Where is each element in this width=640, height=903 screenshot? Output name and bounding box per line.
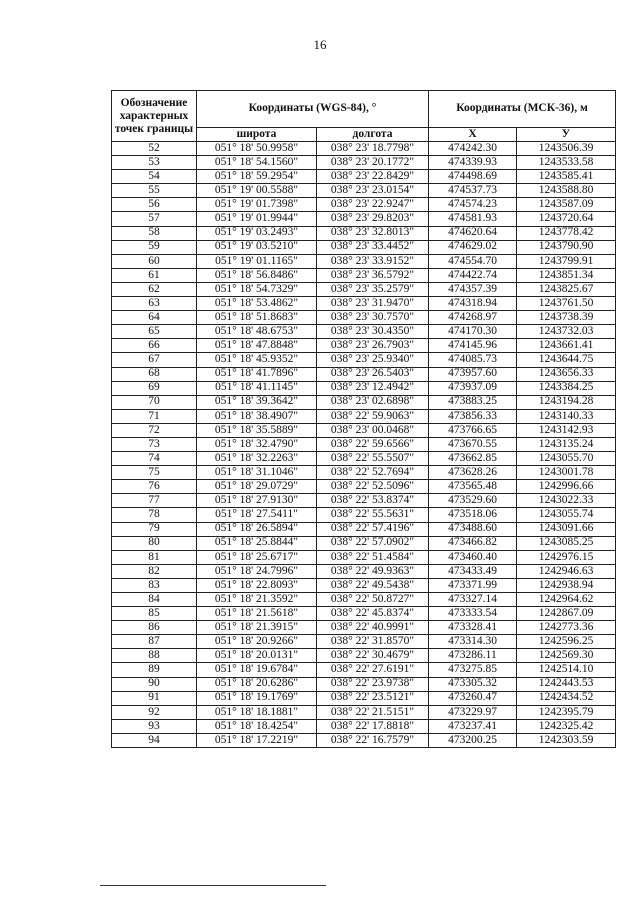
- cell-x-coord: 474318.94: [429, 297, 517, 311]
- table-row: [112, 381, 616, 395]
- cell-y-coord: 1242303.59: [517, 733, 616, 747]
- cell-longitude: 038° 22' 45.8374": [317, 607, 429, 621]
- table-row: [112, 254, 616, 268]
- cell-latitude: 051° 19' 01.9944": [197, 212, 317, 226]
- cell-latitude: 051° 18' 47.8848": [197, 339, 317, 353]
- cell-point-id: 83: [112, 578, 197, 592]
- cell-latitude: 051° 18' 25.6717": [197, 550, 317, 564]
- cell-point-id: 56: [112, 198, 197, 212]
- cell-latitude: 051° 18' 17.2219": [197, 733, 317, 747]
- cell-longitude: 038° 23' 00.0468": [317, 423, 429, 437]
- cell-point-id: 67: [112, 353, 197, 367]
- table-row: [112, 240, 616, 254]
- cell-y-coord: 1243587.09: [517, 198, 616, 212]
- cell-x-coord: 473883.25: [429, 395, 517, 409]
- cell-point-id: 82: [112, 564, 197, 578]
- cell-point-id: 91: [112, 691, 197, 705]
- cell-x-coord: 473260.47: [429, 691, 517, 705]
- table-row: [112, 607, 616, 621]
- cell-longitude: 038° 22' 55.5631": [317, 508, 429, 522]
- cell-longitude: 038° 22' 55.5507": [317, 452, 429, 466]
- table-row: [112, 282, 616, 296]
- cell-latitude: 051° 18' 18.4254": [197, 719, 317, 733]
- cell-y-coord: 1243135.24: [517, 437, 616, 451]
- cell-longitude: 038° 23' 31.9470": [317, 297, 429, 311]
- cell-longitude: 038° 23' 02.6898": [317, 395, 429, 409]
- cell-longitude: 038° 22' 59.9063": [317, 409, 429, 423]
- cell-longitude: 038° 23' 32.8013": [317, 226, 429, 240]
- cell-point-id: 68: [112, 367, 197, 381]
- cell-latitude: 051° 19' 03.2493": [197, 226, 317, 240]
- cell-latitude: 051° 18' 41.7896": [197, 367, 317, 381]
- cell-x-coord: 474268.97: [429, 311, 517, 325]
- cell-y-coord: 1243661.41: [517, 339, 616, 353]
- cell-longitude: 038° 22' 52.7694": [317, 466, 429, 480]
- page-number: 16: [313, 37, 327, 52]
- cell-y-coord: 1243738.39: [517, 311, 616, 325]
- cell-y-coord: 1243384.25: [517, 381, 616, 395]
- cell-point-id: 72: [112, 423, 197, 437]
- cell-latitude: 051° 18' 27.5411": [197, 508, 317, 522]
- table-row: [112, 409, 616, 423]
- cell-x-coord: 474242.30: [429, 142, 517, 156]
- cell-longitude: 038° 22' 53.8374": [317, 494, 429, 508]
- cell-x-coord: 473957.60: [429, 367, 517, 381]
- cell-longitude: 038° 23' 23.0154": [317, 184, 429, 198]
- cell-x-coord: 473937.09: [429, 381, 517, 395]
- cell-latitude: 051° 18' 22.8093": [197, 578, 317, 592]
- cell-y-coord: 1243140.33: [517, 409, 616, 423]
- cell-point-id: 76: [112, 480, 197, 494]
- cell-longitude: 038° 22' 40.9991": [317, 621, 429, 635]
- cell-longitude: 038° 23' 25.9340": [317, 353, 429, 367]
- cell-latitude: 051° 18' 29.0729": [197, 480, 317, 494]
- table-row: [112, 198, 616, 212]
- table-row: [112, 268, 616, 282]
- cell-x-coord: 473856.33: [429, 409, 517, 423]
- cell-x-coord: 473328.41: [429, 621, 517, 635]
- cell-x-coord: 473460.40: [429, 550, 517, 564]
- cell-x-coord: 473275.85: [429, 663, 517, 677]
- cell-y-coord: 1242867.09: [517, 607, 616, 621]
- table-row: [112, 494, 616, 508]
- cell-point-id: 70: [112, 395, 197, 409]
- cell-y-coord: 1243585.41: [517, 170, 616, 184]
- header-msk36: Координаты (МСК-36), м: [429, 91, 616, 128]
- footnote-divider: [100, 885, 326, 886]
- cell-x-coord: 474574.23: [429, 198, 517, 212]
- cell-point-id: 60: [112, 254, 197, 268]
- cell-x-coord: 474422.74: [429, 268, 517, 282]
- cell-longitude: 038° 22' 31.8570": [317, 635, 429, 649]
- cell-y-coord: 1242443.53: [517, 677, 616, 691]
- table-row: [112, 508, 616, 522]
- cell-latitude: 051° 18' 54.7329": [197, 282, 317, 296]
- table-row: [112, 522, 616, 536]
- cell-x-coord: 473305.32: [429, 677, 517, 691]
- table-row: [112, 550, 616, 564]
- cell-x-coord: 473433.49: [429, 564, 517, 578]
- cell-longitude: 038° 22' 16.7579": [317, 733, 429, 747]
- table-row: [112, 311, 616, 325]
- table-row: [112, 578, 616, 592]
- header-y: У: [517, 128, 616, 142]
- cell-longitude: 038° 22' 52.5096": [317, 480, 429, 494]
- cell-latitude: 051° 18' 54.1560": [197, 156, 317, 170]
- cell-x-coord: 474339.93: [429, 156, 517, 170]
- cell-longitude: 038° 23' 20.1772": [317, 156, 429, 170]
- cell-x-coord: 473314.30: [429, 635, 517, 649]
- cell-y-coord: 1243055.74: [517, 508, 616, 522]
- cell-latitude: 051° 18' 25.8844": [197, 536, 317, 550]
- cell-y-coord: 1242325.42: [517, 719, 616, 733]
- cell-point-id: 63: [112, 297, 197, 311]
- cell-x-coord: 474581.93: [429, 212, 517, 226]
- cell-latitude: 051° 18' 51.8683": [197, 311, 317, 325]
- cell-point-id: 62: [112, 282, 197, 296]
- table-row: [112, 226, 616, 240]
- cell-point-id: 61: [112, 268, 197, 282]
- cell-y-coord: 1243085.25: [517, 536, 616, 550]
- cell-longitude: 038° 22' 21.5151": [317, 705, 429, 719]
- cell-point-id: 66: [112, 339, 197, 353]
- cell-point-id: 57: [112, 212, 197, 226]
- header-longitude: долгота: [317, 128, 429, 142]
- cell-point-id: 94: [112, 733, 197, 747]
- cell-longitude: 038° 23' 35.2579": [317, 282, 429, 296]
- cell-point-id: 59: [112, 240, 197, 254]
- cell-latitude: 051° 18' 38.4907": [197, 409, 317, 423]
- cell-latitude: 051° 18' 39.3642": [197, 395, 317, 409]
- cell-latitude: 051° 18' 21.5618": [197, 607, 317, 621]
- table-row: [112, 677, 616, 691]
- cell-point-id: 53: [112, 156, 197, 170]
- cell-latitude: 051° 18' 18.1881": [197, 705, 317, 719]
- cell-latitude: 051° 18' 56.8486": [197, 268, 317, 282]
- table-row: [112, 621, 616, 635]
- table-row: [112, 367, 616, 381]
- cell-longitude: 038° 22' 51.4584": [317, 550, 429, 564]
- cell-y-coord: 1242514.10: [517, 663, 616, 677]
- cell-latitude: 051° 18' 31.1046": [197, 466, 317, 480]
- cell-longitude: 038° 23' 36.5792": [317, 268, 429, 282]
- cell-point-id: 80: [112, 536, 197, 550]
- cell-longitude: 038° 23' 22.9247": [317, 198, 429, 212]
- cell-latitude: 051° 18' 32.4790": [197, 437, 317, 451]
- table-row: [112, 437, 616, 451]
- cell-point-id: 52: [112, 142, 197, 156]
- cell-longitude: 038° 22' 57.4196": [317, 522, 429, 536]
- cell-longitude: 038° 22' 17.8818": [317, 719, 429, 733]
- cell-y-coord: 1243588.80: [517, 184, 616, 198]
- table-row: [112, 733, 616, 747]
- table-row: [112, 142, 616, 156]
- cell-latitude: 051° 18' 50.9958": [197, 142, 317, 156]
- cell-y-coord: 1242996.66: [517, 480, 616, 494]
- table-row: [112, 297, 616, 311]
- cell-y-coord: 1243761.50: [517, 297, 616, 311]
- cell-point-id: 75: [112, 466, 197, 480]
- table-row: [112, 480, 616, 494]
- cell-latitude: 051° 18' 45.9352": [197, 353, 317, 367]
- cell-x-coord: 473565.48: [429, 480, 517, 494]
- cell-latitude: 051° 19' 01.7398": [197, 198, 317, 212]
- cell-y-coord: 1243506.39: [517, 142, 616, 156]
- cell-longitude: 038° 23' 33.4452": [317, 240, 429, 254]
- cell-x-coord: 474357.39: [429, 282, 517, 296]
- cell-point-id: 88: [112, 649, 197, 663]
- header-wgs84: Координаты (WGS-84), °: [197, 91, 429, 128]
- table-body: [112, 142, 616, 748]
- cell-y-coord: 1242976.15: [517, 550, 616, 564]
- cell-latitude: 051° 18' 27.9130": [197, 494, 317, 508]
- cell-y-coord: 1243790.90: [517, 240, 616, 254]
- cell-x-coord: 474629.02: [429, 240, 517, 254]
- cell-point-id: 84: [112, 593, 197, 607]
- cell-y-coord: 1243055.70: [517, 452, 616, 466]
- cell-y-coord: 1243142.93: [517, 423, 616, 437]
- cell-x-coord: 473286.11: [429, 649, 517, 663]
- cell-point-id: 85: [112, 607, 197, 621]
- cell-y-coord: 1243533.58: [517, 156, 616, 170]
- cell-point-id: 78: [112, 508, 197, 522]
- cell-x-coord: 473229.97: [429, 705, 517, 719]
- cell-point-id: 55: [112, 184, 197, 198]
- cell-latitude: 051° 18' 53.4862": [197, 297, 317, 311]
- cell-x-coord: 474537.73: [429, 184, 517, 198]
- cell-x-coord: 473518.06: [429, 508, 517, 522]
- table-row: [112, 184, 616, 198]
- cell-y-coord: 1243732.03: [517, 325, 616, 339]
- cell-latitude: 051° 18' 20.0131": [197, 649, 317, 663]
- cell-y-coord: 1243644.75: [517, 353, 616, 367]
- cell-y-coord: 1243720.64: [517, 212, 616, 226]
- cell-point-id: 69: [112, 381, 197, 395]
- cell-point-id: 73: [112, 437, 197, 451]
- cell-latitude: 051° 18' 59.2954": [197, 170, 317, 184]
- cell-latitude: 051° 18' 24.7996": [197, 564, 317, 578]
- table-row: [112, 649, 616, 663]
- cell-y-coord: 1242773.36: [517, 621, 616, 635]
- cell-x-coord: 473766.65: [429, 423, 517, 437]
- cell-latitude: 051° 18' 26.5894": [197, 522, 317, 536]
- cell-point-id: 54: [112, 170, 197, 184]
- table-row: [112, 593, 616, 607]
- table-row: [112, 452, 616, 466]
- cell-point-id: 87: [112, 635, 197, 649]
- cell-y-coord: 1242946.63: [517, 564, 616, 578]
- cell-longitude: 038° 22' 57.0902": [317, 536, 429, 550]
- table-row: [112, 156, 616, 170]
- cell-latitude: 051° 19' 00.5588": [197, 184, 317, 198]
- cell-y-coord: 1243091.66: [517, 522, 616, 536]
- header-latitude: широта: [197, 128, 317, 142]
- cell-latitude: 051° 18' 19.6784": [197, 663, 317, 677]
- cell-latitude: 051° 18' 20.6286": [197, 677, 317, 691]
- cell-x-coord: 473662.85: [429, 452, 517, 466]
- cell-x-coord: 474085.73: [429, 353, 517, 367]
- cell-y-coord: 1243851.34: [517, 268, 616, 282]
- cell-longitude: 038° 23' 18.7798": [317, 142, 429, 156]
- table-row: [112, 170, 616, 184]
- cell-y-coord: 1243022.33: [517, 494, 616, 508]
- cell-point-id: 77: [112, 494, 197, 508]
- cell-latitude: 051° 18' 48.6753": [197, 325, 317, 339]
- cell-latitude: 051° 18' 21.3592": [197, 593, 317, 607]
- cell-x-coord: 473237.41: [429, 719, 517, 733]
- table-row: [112, 691, 616, 705]
- cell-point-id: 79: [112, 522, 197, 536]
- cell-x-coord: 473488.60: [429, 522, 517, 536]
- cell-y-coord: 1243656.33: [517, 367, 616, 381]
- table-row: [112, 339, 616, 353]
- cell-y-coord: 1243001.78: [517, 466, 616, 480]
- cell-longitude: 038° 22' 59.6566": [317, 437, 429, 451]
- table-row: [112, 663, 616, 677]
- table-row: [112, 564, 616, 578]
- cell-latitude: 051° 18' 41.1145": [197, 381, 317, 395]
- table-row: [112, 466, 616, 480]
- cell-latitude: 051° 18' 21.3915": [197, 621, 317, 635]
- cell-point-id: 81: [112, 550, 197, 564]
- cell-longitude: 038° 22' 49.9363": [317, 564, 429, 578]
- cell-point-id: 92: [112, 705, 197, 719]
- cell-point-id: 89: [112, 663, 197, 677]
- table-row: [112, 353, 616, 367]
- cell-point-id: 64: [112, 311, 197, 325]
- cell-latitude: 051° 19' 03.5210": [197, 240, 317, 254]
- cell-x-coord: 473327.14: [429, 593, 517, 607]
- cell-x-coord: 473371.99: [429, 578, 517, 592]
- cell-longitude: 038° 22' 30.4679": [317, 649, 429, 663]
- cell-y-coord: 1243778.42: [517, 226, 616, 240]
- cell-longitude: 038° 22' 50.8727": [317, 593, 429, 607]
- cell-y-coord: 1242395.79: [517, 705, 616, 719]
- table-row: [112, 212, 616, 226]
- cell-x-coord: 474554.70: [429, 254, 517, 268]
- cell-y-coord: 1242964.62: [517, 593, 616, 607]
- cell-y-coord: 1243194.28: [517, 395, 616, 409]
- cell-point-id: 90: [112, 677, 197, 691]
- table-row: [112, 635, 616, 649]
- cell-longitude: 038° 23' 26.7903": [317, 339, 429, 353]
- cell-x-coord: 473466.82: [429, 536, 517, 550]
- cell-x-coord: 473670.55: [429, 437, 517, 451]
- cell-x-coord: 474145.96: [429, 339, 517, 353]
- table-row: [112, 395, 616, 409]
- cell-y-coord: 1243799.91: [517, 254, 616, 268]
- cell-point-id: 65: [112, 325, 197, 339]
- table-row: [112, 719, 616, 733]
- cell-y-coord: 1242434.52: [517, 691, 616, 705]
- cell-latitude: 051° 18' 20.9266": [197, 635, 317, 649]
- cell-longitude: 038° 23' 12.4942": [317, 381, 429, 395]
- cell-longitude: 038° 23' 33.9152": [317, 254, 429, 268]
- table-row: [112, 325, 616, 339]
- cell-point-id: 86: [112, 621, 197, 635]
- cell-x-coord: 473200.25: [429, 733, 517, 747]
- cell-x-coord: 473529.60: [429, 494, 517, 508]
- cell-point-id: 58: [112, 226, 197, 240]
- cell-longitude: 038° 22' 23.5121": [317, 691, 429, 705]
- table-row: [112, 705, 616, 719]
- cell-x-coord: 473333.54: [429, 607, 517, 621]
- cell-latitude: 051° 19' 01.1165": [197, 254, 317, 268]
- cell-latitude: 051° 18' 32.2263": [197, 452, 317, 466]
- cell-longitude: 038° 23' 29.8203": [317, 212, 429, 226]
- cell-y-coord: 1242938.94: [517, 578, 616, 592]
- cell-longitude: 038° 23' 30.4350": [317, 325, 429, 339]
- cell-longitude: 038° 23' 22.8429": [317, 170, 429, 184]
- cell-point-id: 93: [112, 719, 197, 733]
- cell-x-coord: 474170.30: [429, 325, 517, 339]
- cell-latitude: 051° 18' 35.5889": [197, 423, 317, 437]
- cell-longitude: 038° 22' 27.6191": [317, 663, 429, 677]
- cell-x-coord: 473628.26: [429, 466, 517, 480]
- cell-longitude: 038° 23' 30.7570": [317, 311, 429, 325]
- cell-x-coord: 474620.64: [429, 226, 517, 240]
- cell-y-coord: 1243825.67: [517, 282, 616, 296]
- cell-y-coord: 1242569.30: [517, 649, 616, 663]
- coordinates-table: [111, 90, 616, 748]
- cell-point-id: 74: [112, 452, 197, 466]
- cell-x-coord: 474498.69: [429, 170, 517, 184]
- table-row: [112, 423, 616, 437]
- header-x: Х: [429, 128, 517, 142]
- cell-longitude: 038° 22' 23.9738": [317, 677, 429, 691]
- header-boundary-points: Обозначение характерных точек границы: [112, 91, 197, 142]
- cell-point-id: 71: [112, 409, 197, 423]
- table-row: [112, 536, 616, 550]
- cell-longitude: 038° 22' 49.5438": [317, 578, 429, 592]
- cell-y-coord: 1242596.25: [517, 635, 616, 649]
- cell-longitude: 038° 23' 26.5403": [317, 367, 429, 381]
- cell-latitude: 051° 18' 19.1769": [197, 691, 317, 705]
